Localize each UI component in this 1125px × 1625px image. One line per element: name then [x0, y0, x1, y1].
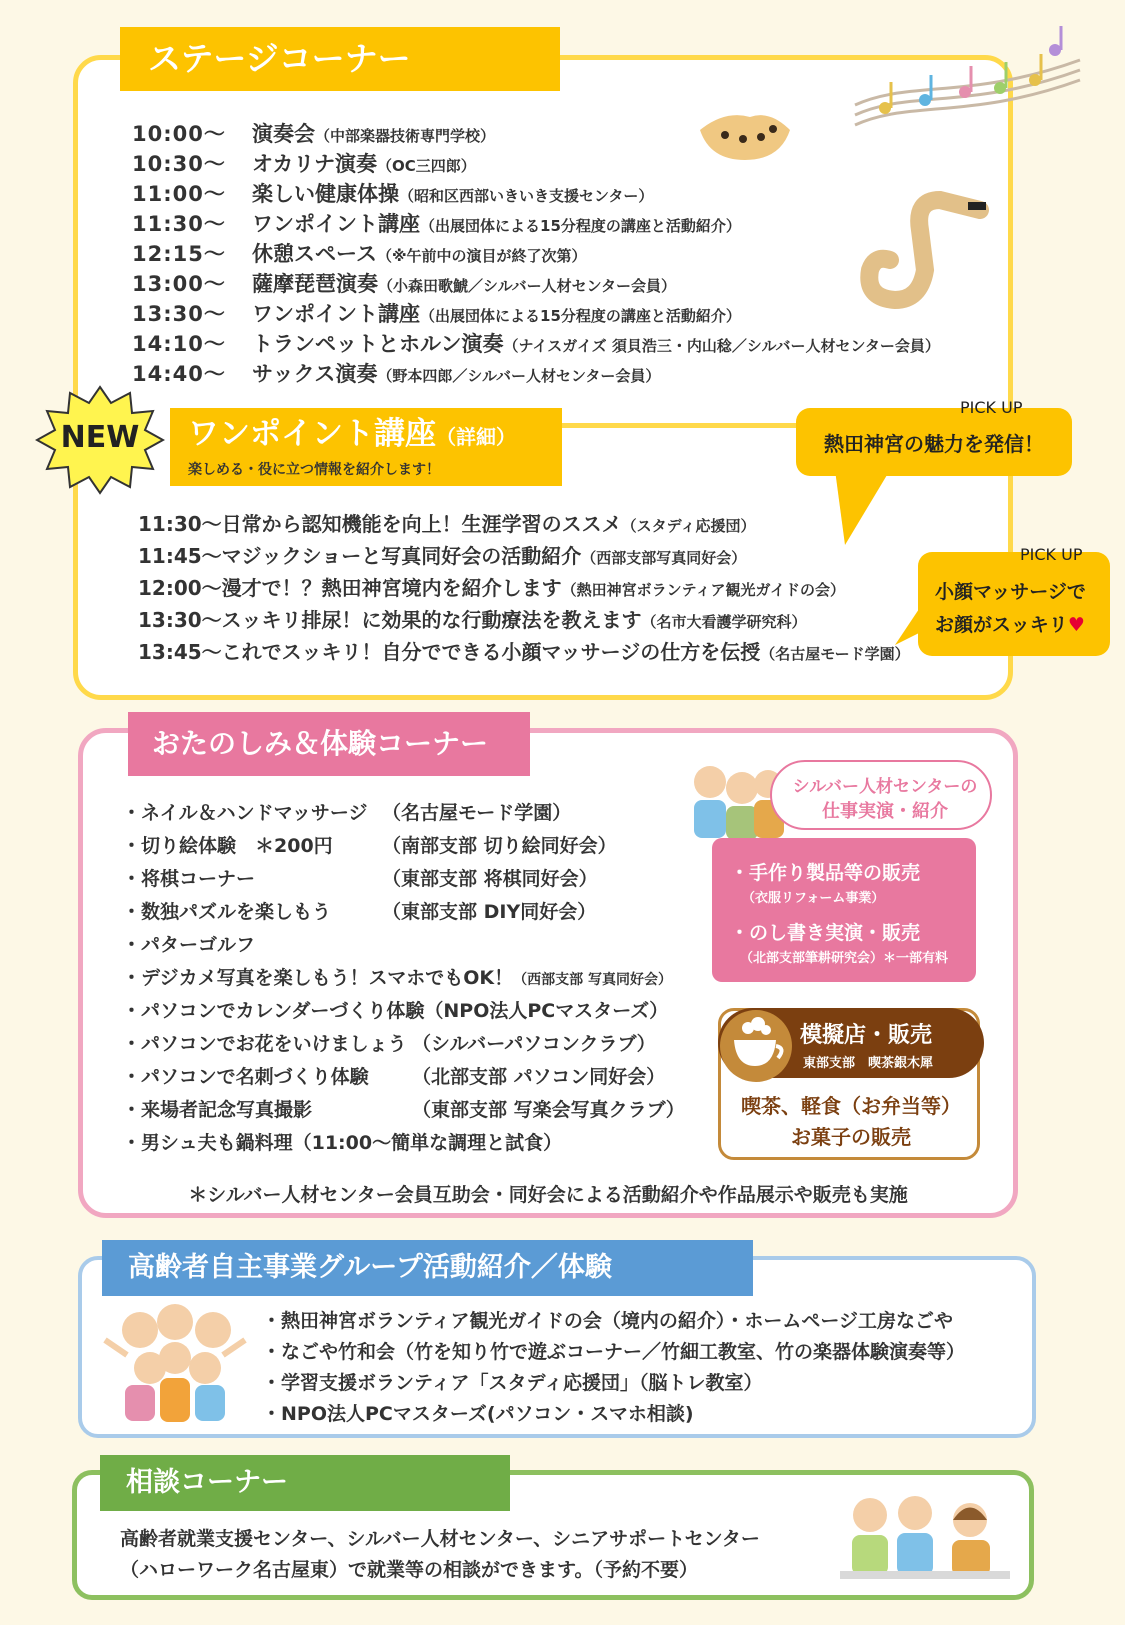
- pickup-line1: 小顔マッサージで: [935, 581, 1086, 603]
- music-notes-icon: [850, 20, 1090, 170]
- pickup-bubble-tail: [835, 470, 895, 550]
- silver-title-line1: シルバー人材センターの: [792, 777, 978, 797]
- stage-item: 14:10〜 トランペットとホルン演奏（ナイスガイズ 須貝浩三・内山稔／シルバー人材センター会員）: [132, 332, 940, 356]
- experience-item: ・数独パズルを楽しもう （東部支部 DIY同好会）: [122, 901, 597, 923]
- experience-item: ・パターゴルフ: [122, 934, 256, 956]
- cafe-title: 模擬店・販売: [800, 1023, 933, 1048]
- experience-item: ・将棋コーナー （東部支部 将棋同好会）: [122, 868, 598, 890]
- group-people-illustration-icon: [95, 1300, 255, 1425]
- stage-title: ステージコーナー: [120, 27, 560, 91]
- saxophone-icon: [860, 190, 990, 310]
- experience-item: ・パソコンで名刺づくり体験 （北部支部 パソコン同好会）: [122, 1066, 666, 1088]
- silver-item2: ・のし書き実演・販売: [730, 922, 921, 944]
- lecture-item: 13:30〜スッキリ排尿！に効果的な行動療法を教えます（名市大看護学研究科）: [138, 608, 807, 632]
- group-item: ・NPO法人PCマスターズ(パソコン・スマホ相談): [262, 1403, 694, 1425]
- heart-icon: ♥: [1067, 614, 1085, 636]
- consultation-illustration-icon: [840, 1485, 1010, 1585]
- groups-title: 高齢者自主事業グループ活動紹介／体験: [102, 1240, 753, 1296]
- experience-item: ・パソコンでお花をいけましょう （シルバーパソコンクラブ）: [122, 1033, 656, 1055]
- onepoint-header: [170, 408, 562, 486]
- stage-item: 12:15〜 休憩スペース（※午前中の演目が終了次第）: [132, 242, 587, 266]
- group-item: ・学習支援ボランティア「スタディ応援団」（脳トレ教室）: [262, 1372, 763, 1394]
- stage-item: 10:30〜 オカリナ演奏（OC三四郎）: [132, 152, 476, 176]
- experience-title: おたのしみ＆体験コーナー: [128, 712, 530, 776]
- experience-footer: ＊シルバー人材センター会員互助会・同好会による活動紹介や作品展示や販売も実施: [188, 1184, 908, 1206]
- silver-item1-note: （衣服リフォーム事業）: [742, 891, 885, 906]
- cafe-line2: お菓子の販売: [791, 1125, 911, 1149]
- stage-item: 11:00〜 楽しい健康体操（昭和区西部いきいき支援センター）: [132, 182, 654, 206]
- onepoint-title-suffix: （詳細）: [436, 425, 516, 449]
- pickup-tag: PICK UP: [1020, 545, 1083, 564]
- divider-line: [560, 423, 800, 428]
- silver-item2-note: （北部支部筆耕研究会）＊一部有料: [740, 951, 949, 966]
- cafe-line1: 喫茶、軽食（お弁当等）: [741, 1094, 961, 1118]
- experience-item: ・デジカメ写真を楽しもう！スマホでもOK！（西部支部 写真同好会）: [122, 967, 672, 989]
- cafe-sub: 東部支部 喫茶銀木犀: [803, 1056, 934, 1071]
- onepoint-subtitle: 楽しめる・役に立つ情報を紹介します！: [188, 462, 440, 478]
- experience-item: ・パソコンでカレンダーづくり体験（NPO法人PCマスターズ）: [122, 1000, 669, 1022]
- stage-item: 13:00〜 薩摩琵琶演奏（小森田歌鯱／シルバー人材センター会員）: [132, 272, 676, 296]
- stage-item: 13:30〜 ワンポイント講座（出展団体による15分程度の講座と活動紹介）: [132, 302, 741, 326]
- ocarina-icon: [695, 105, 795, 165]
- stage-item: 11:30〜 ワンポイント講座（出展団体による15分程度の講座と活動紹介）: [132, 212, 741, 236]
- stage-item: 10:00〜 演奏会（中部楽器技術専門学校）: [132, 122, 496, 146]
- coffee-cup-icon: [718, 1008, 794, 1084]
- experience-item: ・切り絵体験 ＊200円 （南部支部 切り絵同好会）: [122, 835, 617, 857]
- experience-item: ・ネイル＆ハンドマッサージ （名古屋モード学園）: [122, 802, 572, 824]
- group-item: ・なごや竹和会（竹を知り竹で遊ぶコーナー／竹細工教室、竹の楽器体験演奏等）: [262, 1341, 966, 1363]
- pickup-text: 熱田神宮の魅力を発信！: [824, 432, 1044, 456]
- group-item: ・熱田神宮ボランティア観光ガイドの会（境内の紹介）・ホームページ工房なごや: [262, 1310, 954, 1332]
- pickup-line2: お顔がスッキリ♥: [935, 614, 1085, 636]
- consult-title: 相談コーナー: [100, 1455, 510, 1511]
- experience-item: ・男シュ夫も鍋料理（11:00〜簡単な調理と試食）: [122, 1132, 563, 1154]
- experience-item: ・来場者記念写真撮影 （東部支部 写楽会写真クラブ）: [122, 1099, 685, 1121]
- consult-line1: 高齢者就業支援センター、シルバー人材センター、シニアサポートセンター: [120, 1528, 760, 1550]
- pickup-bubble-massage: [918, 552, 1110, 656]
- onepoint-title: ワンポイント講座: [188, 416, 436, 452]
- lecture-item: 11:45〜マジックショーと写真同好会の活動紹介（西部支部写真同好会）: [138, 544, 747, 568]
- silver-item1: ・手作り製品等の販売: [730, 862, 921, 884]
- new-badge-label: NEW: [60, 420, 140, 455]
- consult-line2: （ハローワーク名古屋東）で就業等の相談ができます。（予約不要）: [120, 1559, 698, 1581]
- lecture-item: 12:00〜漫才で！？熱田神宮境内を紹介します（熱田神宮ボランティア観光ガイドの会）: [138, 576, 846, 600]
- lecture-item: 13:45〜これでスッキリ！自分でできる小顔マッサージの仕方を伝授（名古屋モード学園）: [138, 640, 910, 664]
- lecture-item: 11:30〜日常から認知機能を向上！生涯学習のススメ（スタディ応援団）: [138, 512, 756, 536]
- silver-title-line2: 仕事実演・紹介: [822, 801, 948, 822]
- pickup-tag: PICK UP: [960, 398, 1023, 417]
- stage-item: 14:40〜 サックス演奏（野本四郎／シルバー人材センター会員）: [132, 362, 661, 386]
